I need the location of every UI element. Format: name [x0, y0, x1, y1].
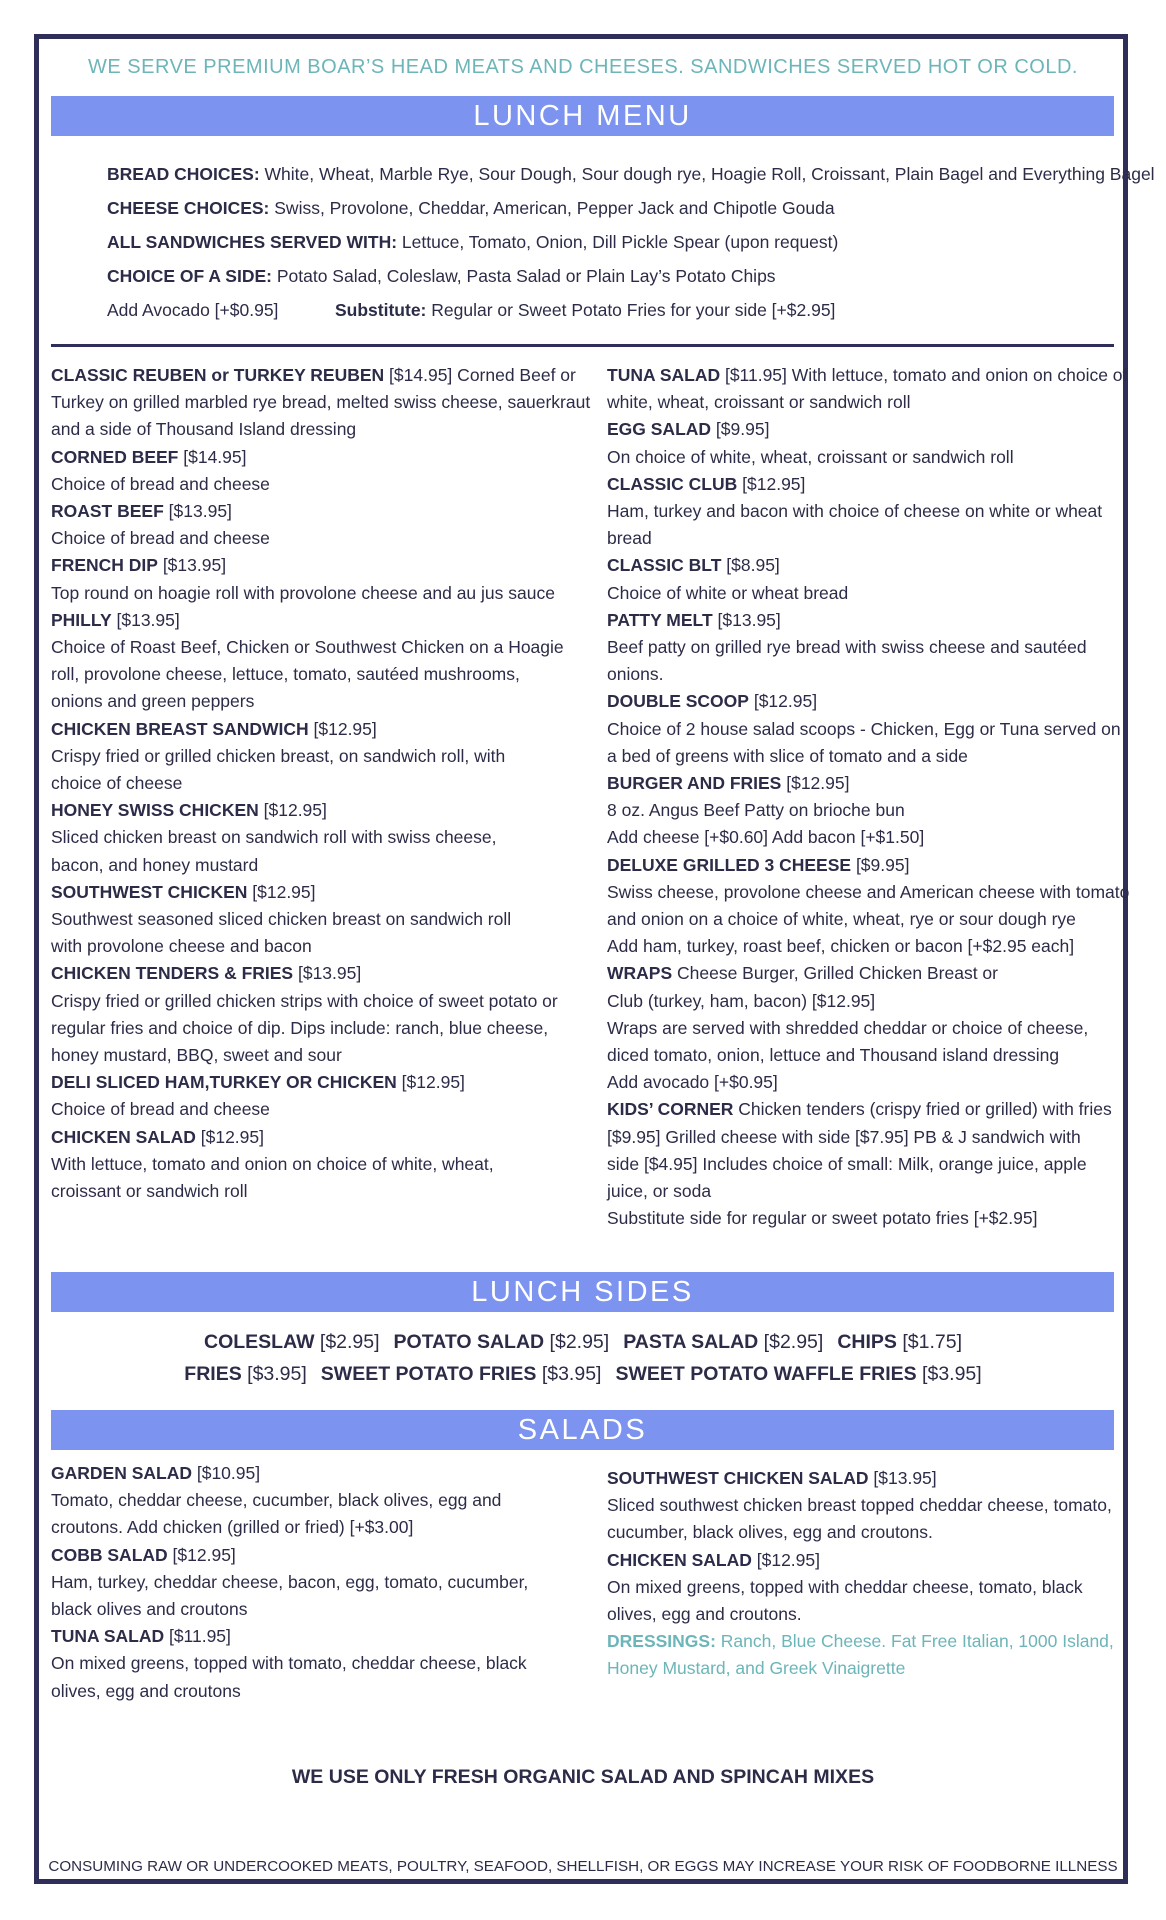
menu-item-heading	[51, 1124, 586, 1151]
cheese-choices-label: CHEESE CHOICES:	[107, 198, 270, 218]
menu-item-description: Corned Beef or	[452, 365, 576, 385]
menu-item-price: [$13.95]	[111, 609, 180, 630]
menu-item-name: KIDS’ CORNER	[607, 1099, 734, 1120]
menu-item-heading	[607, 1547, 1137, 1574]
menu-item-description: On mixed greens, topped with tomato, cheddar cheese, black	[51, 1653, 527, 1674]
side-item-name: CHIPS	[837, 1331, 897, 1353]
menu-item-description: and onion on a choice of white, wheat, rye or sour dough rye	[607, 909, 1076, 930]
menu-item-name: CLASSIC REUBEN or TURKEY REUBEN	[51, 365, 385, 385]
menu-item-price: [$11.95]	[164, 1626, 231, 1647]
menu-item-description: olives, egg and croutons.	[607, 1604, 802, 1625]
menu-item-name: EGG SALAD	[607, 419, 712, 440]
side-item	[615, 1363, 981, 1385]
menu-item-description: Cheese Burger, Grilled Chicken Breast or	[672, 963, 998, 984]
menu-item-heading	[51, 716, 586, 743]
menu-item-description: Add avocado [+$0.95]	[607, 1072, 778, 1093]
choice-of-side-label: CHOICE OF A SIDE:	[107, 266, 272, 286]
menu-item-description: Top round on hoagie roll with provolone cheese and au jus sauce	[51, 582, 555, 603]
menu-item-price: [$10.95]	[191, 1463, 261, 1483]
salads-left-column	[51, 1460, 586, 1705]
side-item-price: [$1.75]	[896, 1331, 962, 1353]
sandwiches-left-column	[51, 362, 591, 1205]
menu-item-heading	[51, 960, 586, 987]
menu-item-name: CLASSIC CLUB	[607, 473, 738, 494]
sandwich-options	[107, 157, 1155, 327]
menu-item-description: Southwest seasoned sliced chicken breast on sandwich roll	[51, 909, 512, 930]
menu-item-description: Wraps are served with shredded cheddar or choice of cheese,	[607, 1017, 1089, 1038]
menu-item-description: onions.	[607, 664, 664, 685]
menu-item-price: [$12.95]	[396, 1072, 465, 1093]
menu-item-description: bread	[607, 528, 652, 549]
menu-item-price: [$12.95]	[781, 773, 850, 794]
menu-item-heading	[607, 1465, 1137, 1492]
cheese-choices	[107, 191, 1122, 225]
menu-item-name: DOUBLE SCOOP	[607, 691, 749, 712]
menu-item-description: On choice of white, wheat, croissant or sandwich roll	[607, 446, 1014, 467]
bread-choices-text: White, Wheat, Marble Rye, Sour Dough, Sour dough rye, Hoagie Roll, Croissant, Plain Bagel and Everything Bagel	[259, 164, 1155, 184]
menu-item-price: [$14.95]	[178, 446, 247, 467]
section-divider	[51, 344, 1114, 347]
menu-item-name: CHICKEN BREAST SANDWICH	[51, 718, 309, 739]
side-item	[837, 1331, 962, 1353]
tagline: WE SERVE PREMIUM BOAR’S HEAD MEATS AND CHEESES. SANDWICHES SERVED HOT OR COLD.	[88, 56, 1078, 78]
side-item	[394, 1331, 610, 1353]
side-item	[204, 1331, 380, 1353]
menu-item-heading	[51, 1542, 586, 1569]
menu-item-description: Substitute side for regular or sweet potato fries [+$2.95]	[607, 1208, 1038, 1229]
menu-item-name: CLASSIC BLT	[607, 555, 722, 576]
menu-item-price: [$12.95]	[751, 1549, 820, 1570]
side-item-name: PASTA SALAD	[623, 1331, 759, 1353]
menu-item-heading	[51, 552, 586, 579]
menu-item-description: roll, provolone cheese, lettuce, tomato, sautéed mushrooms,	[51, 664, 520, 685]
menu-item-description: Choice of 2 house salad scoops - Chicken, Egg or Tuna served on	[607, 718, 1121, 739]
menu-item-description: Add ham, turkey, roast beef, chicken or bacon [+$2.95 each]	[607, 936, 1075, 957]
menu-item-description: diced tomato, onion, lettuce and Thousand island dressing	[607, 1045, 1060, 1066]
menu-item-name: PHILLY	[51, 609, 112, 630]
menu-item-description: croissant or sandwich roll	[51, 1181, 248, 1202]
substitute-label: Substitute:	[335, 300, 427, 320]
menu-item-description: Crispy fried or grilled chicken breast, on sandwich roll, with	[51, 745, 506, 766]
lunch-menu-banner: LUNCH MENU	[51, 96, 1114, 136]
served-with-label: ALL SANDWICHES SERVED WITH:	[107, 232, 398, 252]
sides-row-1	[0, 1331, 1166, 1354]
menu-item-description: Sliced southwest chicken breast topped cheddar cheese, tomato,	[607, 1495, 1112, 1516]
menu-item-price: [$12.95]	[247, 881, 316, 902]
side-item-price: [$2.95]	[314, 1331, 380, 1353]
menu-item-price: [$12.95]	[308, 718, 377, 739]
menu-item-heading	[51, 879, 586, 906]
menu-item-description: cucumber, black olives, egg and croutons.	[607, 1522, 933, 1543]
menu-item-name: HONEY SWISS CHICKEN	[51, 800, 259, 821]
side-item-price: [$2.95]	[544, 1331, 610, 1353]
menu-item-name: WRAPS	[607, 963, 673, 984]
menu-item-description: and a side of Thousand Island dressing	[51, 419, 357, 440]
salads-right-items	[607, 1465, 1137, 1628]
menu-item-description: Tomato, cheddar cheese, cucumber, black olives, egg and	[51, 1490, 502, 1511]
choice-of-side	[107, 259, 1122, 293]
menu-item-name: TUNA SALAD	[51, 1626, 165, 1647]
menu-item-description: 8 oz. Angus Beef Patty on brioche bun	[607, 800, 905, 821]
menu-item-description: onions and green peppers	[51, 691, 255, 712]
side-item-name: COLESLAW	[203, 1331, 315, 1353]
menu-item-name: ROAST BEEF	[51, 501, 164, 522]
menu-item-price: [$11.95]	[720, 365, 787, 385]
cheese-choices-text: Swiss, Provolone, Cheddar, American, Pepper Jack and Chipotle Gouda	[269, 198, 835, 218]
menu-item-description: Choice of bread and cheese	[51, 1099, 270, 1120]
menu-item-name: TUNA SALAD	[607, 365, 721, 385]
menu-item-price: [$12.95]	[195, 1126, 264, 1147]
side-item	[623, 1331, 823, 1353]
menu-item-name: CHICKEN SALAD	[51, 1126, 196, 1147]
substitute-text: Regular or Sweet Potato Fries for your side [+$2.95]	[426, 300, 836, 320]
menu-item-price: [$12.95]	[748, 691, 818, 712]
fresh-note: WE USE ONLY FRESH ORGANIC SALAD AND SPINCAH MIXES	[291, 1766, 875, 1788]
menu-item-description: [$9.95] Grilled cheese with side [$7.95] PB & J sandwich with	[607, 1126, 1081, 1147]
menu-item-heading	[51, 1460, 586, 1487]
menu-item-price: [$13.95]	[157, 555, 227, 576]
menu-item-name: BURGER AND FRIES	[607, 773, 782, 794]
menu-item-name: COBB SALAD	[51, 1544, 168, 1565]
menu-item-description: Sliced chicken breast on sandwich roll with swiss cheese,	[51, 827, 497, 848]
menu-item-heading	[607, 552, 1137, 579]
menu-item-description: olives, egg and croutons	[51, 1680, 241, 1701]
menu-item-price: [$12.95]	[167, 1544, 236, 1565]
dressings-text: Ranch, Blue Cheese. Fat Free Italian, 1000 Island,	[715, 1631, 1114, 1652]
sides-row-2	[0, 1363, 1166, 1386]
add-ons	[107, 293, 1122, 327]
menu-item-heading	[51, 444, 586, 471]
menu-item-description: Turkey on grilled marbled rye bread, melted swiss cheese, sauerkraut	[51, 392, 591, 413]
salads-banner: SALADS	[51, 1410, 1114, 1450]
menu-item-heading	[607, 362, 1137, 389]
lunch-sides-banner: LUNCH SIDES	[51, 1272, 1114, 1312]
side-item-name: SWEET POTATO FRIES	[320, 1363, 537, 1385]
menu-item-description: With lettuce, tomato and onion on choice of white, wheat,	[51, 1153, 494, 1174]
menu-item-heading	[607, 1096, 1137, 1123]
menu-item-name: SOUTHWEST CHICKEN SALAD	[607, 1468, 869, 1488]
menu-item-price: [$13.95]	[163, 501, 232, 522]
bread-choices-label: BREAD CHOICES:	[107, 164, 260, 184]
menu-item-heading	[51, 1623, 586, 1650]
side-item-name: SWEET POTATO WAFFLE FRIES	[615, 1363, 917, 1385]
menu-item-description: choice of cheese	[51, 773, 183, 794]
menu-item-price: [$14.95]	[384, 365, 453, 385]
menu-item-description: Ham, turkey and bacon with choice of cheese on white or wheat	[607, 501, 1103, 522]
dressings	[607, 1628, 1137, 1655]
sandwiches-right-column	[607, 362, 1137, 1233]
menu-item-name: FRENCH DIP	[51, 555, 158, 576]
menu-item-price: [$12.95]	[737, 473, 806, 494]
menu-item-description: On mixed greens, topped with cheddar cheese, tomato, black	[607, 1576, 1083, 1597]
menu-item-name: SOUTHWEST CHICKEN	[51, 881, 248, 902]
side-item	[321, 1363, 602, 1385]
menu-item-heading	[607, 770, 1137, 797]
menu-item-heading	[51, 1069, 586, 1096]
choice-of-side-text: Potato Salad, Coleslaw, Pasta Salad or Plain Lay’s Potato Chips	[271, 266, 776, 286]
menu-item-description: Chicken tenders (crispy fried or grilled) with fries	[733, 1099, 1112, 1120]
menu-item-heading	[607, 960, 1137, 987]
menu-item-heading	[51, 797, 586, 824]
dressings-text-line-2: Honey Mustard, and Greek Vinaigrette	[607, 1658, 906, 1679]
menu-item-description: With lettuce, tomato and onion on choice of	[786, 365, 1128, 385]
menu-item-description: Ham, turkey, cheddar cheese, bacon, egg, tomato, cucumber,	[51, 1571, 529, 1592]
menu-item-description: Choice of Roast Beef, Chicken or Southwest Chicken on a Hoagie	[51, 637, 564, 658]
add-avocado: Add Avocado [+$0.95]	[107, 300, 279, 320]
served-with-text: Lettuce, Tomato, Onion, Dill Pickle Spear (upon request)	[397, 232, 839, 252]
menu-item-heading	[51, 362, 586, 389]
side-item	[184, 1363, 307, 1385]
menu-item-heading	[607, 416, 1137, 443]
menu-item-heading	[607, 852, 1137, 879]
served-with	[107, 225, 1122, 259]
menu-item-name: DELI SLICED HAM,TURKEY OR CHICKEN	[51, 1072, 397, 1093]
menu-item-price: [$13.95]	[712, 609, 781, 630]
side-item-price: [$3.95]	[241, 1363, 307, 1385]
side-item-price: [$3.95]	[916, 1363, 982, 1385]
menu-item-description: white, wheat, croissant or sandwich roll	[607, 392, 911, 413]
menu-item-description: Swiss cheese, provolone cheese and American cheese with tomato	[607, 881, 1130, 902]
menu-item-description: Choice of bread and cheese	[51, 473, 270, 494]
menu-item-price: [$8.95]	[721, 555, 780, 576]
bread-choices	[107, 157, 1155, 191]
menu-item-description: side [$4.95] Includes choice of small: Milk, orange juice, apple	[607, 1153, 1087, 1174]
menu-item-name: DELUXE GRILLED 3 CHEESE	[607, 854, 852, 875]
menu-item-price: [$13.95]	[868, 1468, 937, 1488]
menu-item-description: Crispy fried or grilled chicken strips with choice of sweet potato or	[51, 990, 558, 1011]
salads-right-column	[607, 1465, 1137, 1683]
menu-item-heading	[607, 688, 1137, 715]
menu-item-price: [$9.95]	[851, 854, 910, 875]
food-safety-warning: CONSUMING RAW OR UNDERCOOKED MEATS, POULTRY, SEAFOOD, SHELLFISH, OR EGGS MAY INCREASE YOUR RISK OF FOODBORNE ILLNESS	[48, 1858, 1118, 1875]
menu-item-description: Club (turkey, ham, bacon) [$12.95]	[607, 990, 876, 1011]
menu-item-description: croutons. Add chicken (grilled or fried) [+$3.00]	[51, 1517, 414, 1538]
menu-item-price: [$12.95]	[258, 800, 327, 821]
menu-item-name: CHICKEN SALAD	[607, 1549, 752, 1570]
menu-item-description: bacon, and honey mustard	[51, 854, 259, 875]
menu-item-description: with provolone cheese and bacon	[51, 936, 312, 957]
menu-item-name: GARDEN SALAD	[51, 1463, 192, 1483]
menu-item-description: regular fries and choice of dip. Dips include: ranch, blue cheese,	[51, 1017, 549, 1038]
menu-item-description: juice, or soda	[607, 1181, 712, 1202]
side-item-name: FRIES	[184, 1363, 242, 1385]
menu-item-description: Choice of white or wheat bread	[607, 582, 849, 603]
menu-item-description: black olives and croutons	[51, 1599, 248, 1620]
menu-item-name: CORNED BEEF	[51, 446, 179, 467]
dressings-label: DRESSINGS:	[607, 1631, 716, 1652]
menu-item-description: Choice of bread and cheese	[51, 528, 270, 549]
menu-item-description: Beef patty on grilled rye bread with swiss cheese and sautéed	[607, 637, 1087, 658]
menu-item-heading	[607, 471, 1137, 498]
menu-item-heading	[607, 607, 1137, 634]
menu-item-description: Add cheese [+$0.60] Add bacon [+$1.50]	[607, 827, 925, 848]
side-item-price: [$2.95]	[758, 1331, 824, 1353]
menu-item-heading	[51, 607, 586, 634]
menu-item-price: [$13.95]	[293, 963, 362, 984]
menu-item-name: CHICKEN TENDERS & FRIES	[51, 963, 294, 984]
menu-item-description: honey mustard, BBQ, sweet and sour	[51, 1045, 342, 1066]
side-item-name: POTATO SALAD	[393, 1331, 545, 1353]
menu-item-description: a bed of greens with slice of tomato and a side	[607, 745, 968, 766]
side-item-price: [$3.95]	[536, 1363, 602, 1385]
menu-item-price: [$9.95]	[711, 419, 770, 440]
menu-item-name: PATTY MELT	[607, 609, 713, 630]
menu-item-heading	[51, 498, 586, 525]
